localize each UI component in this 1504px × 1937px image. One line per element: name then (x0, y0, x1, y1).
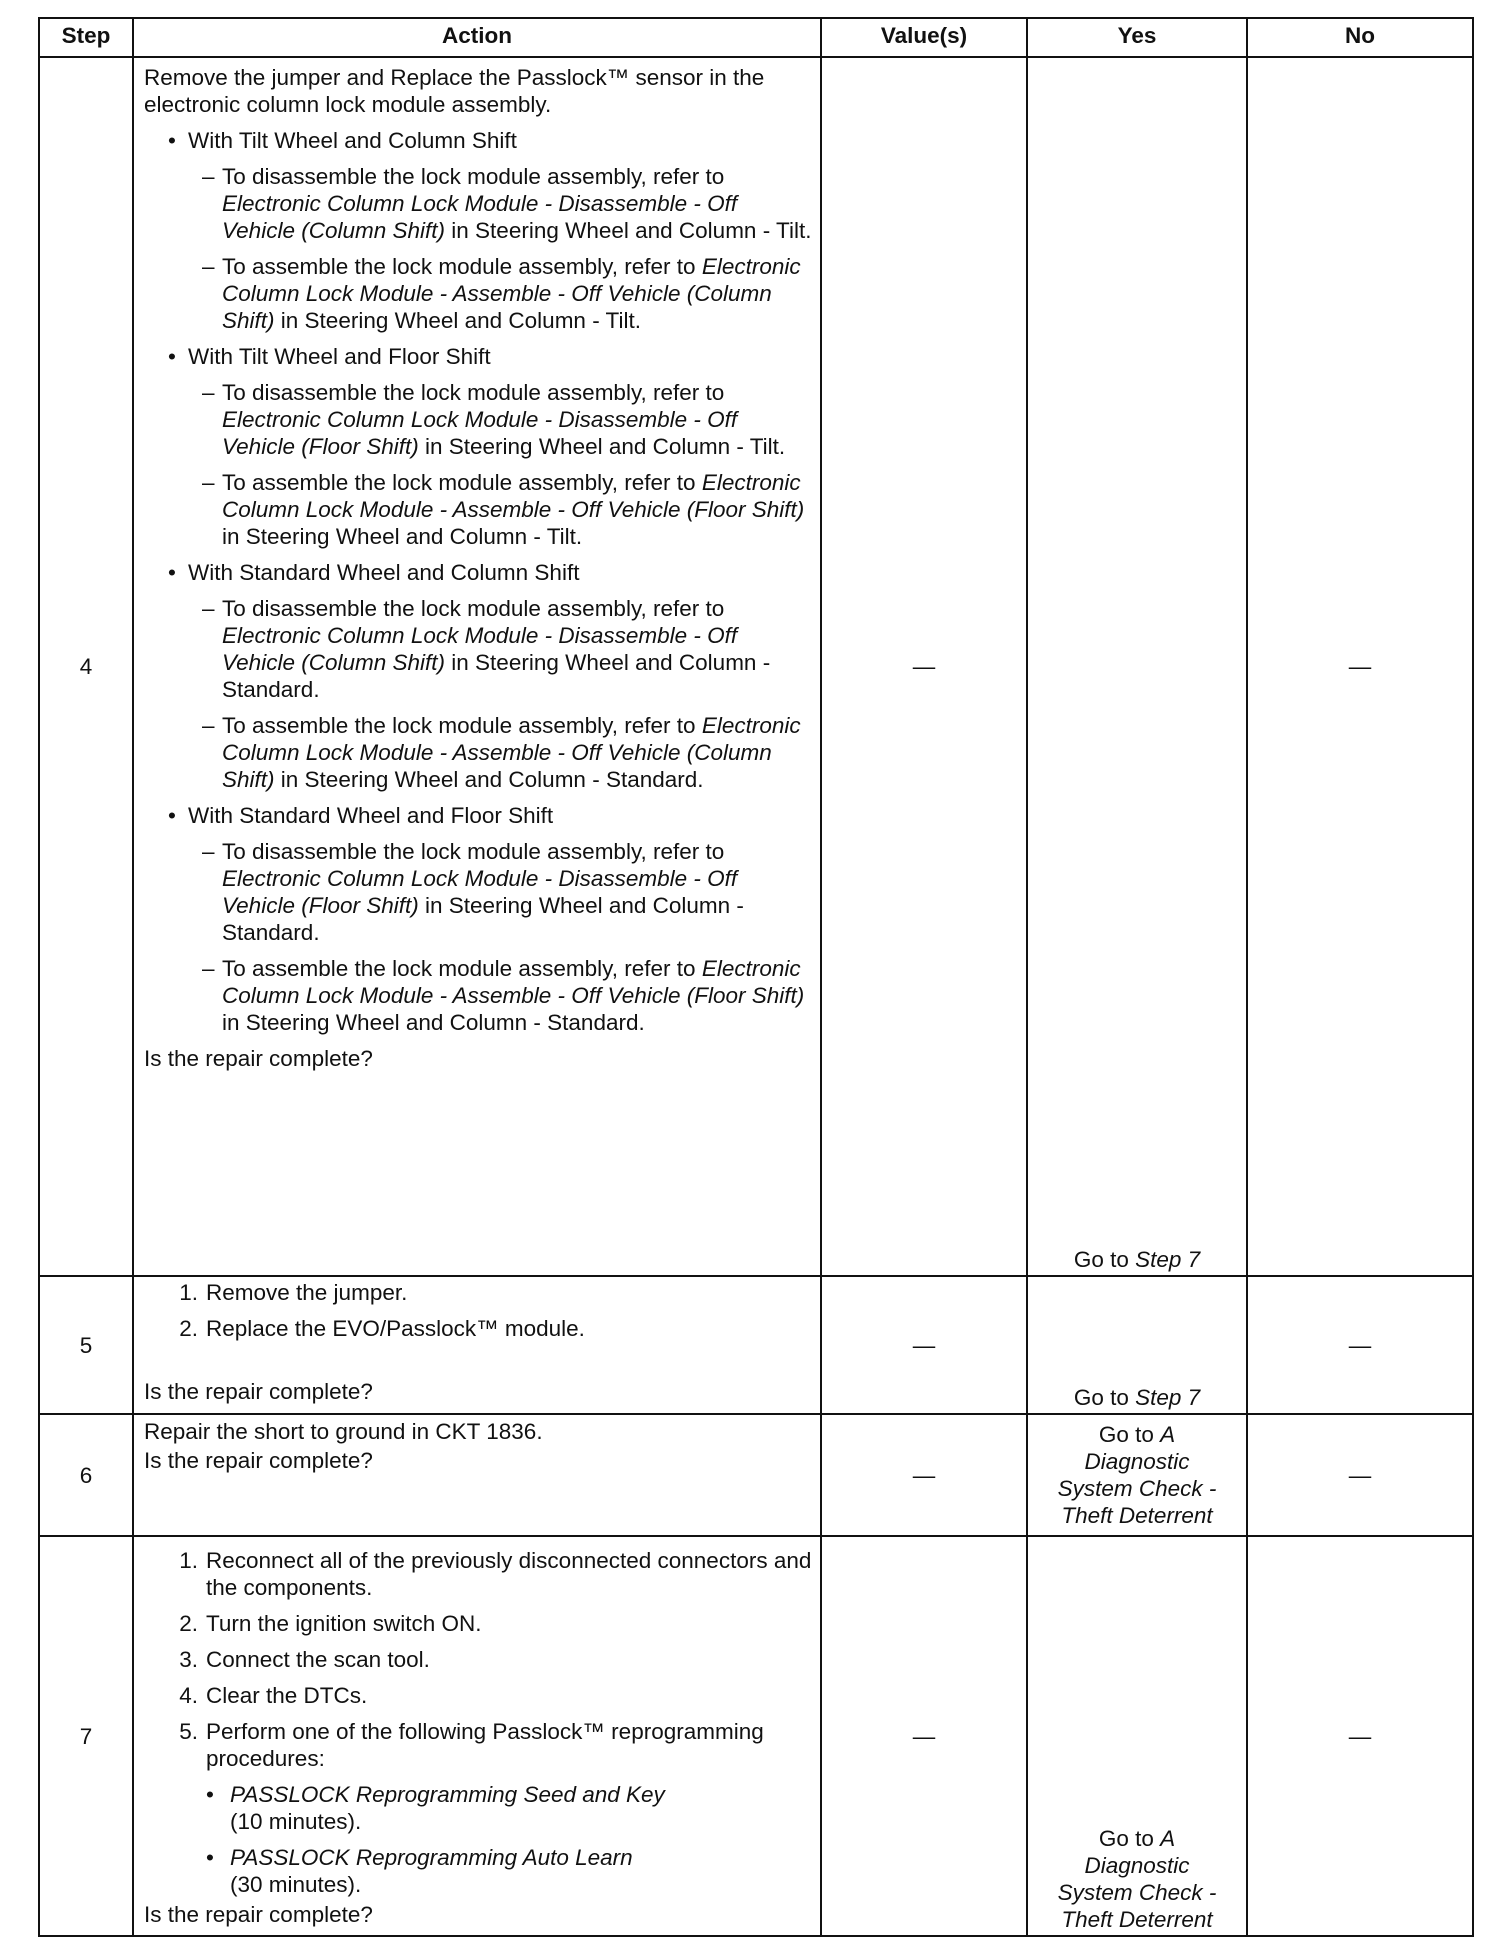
table-row-step-5 (39, 1276, 1473, 1414)
procedure-option: • PASSLOCK Reprogramming Seed and Key (10 minutes). (206, 1781, 812, 1835)
procedure-item: – To assemble the lock module assembly, refer to Electronic Column Lock Module - Assemble - Off Vehicle (Floor Shift) in Steering Wheel and Column - Tilt. (202, 469, 812, 550)
yes-reference: A Diagnostic System Check - Theft Deterrent (1057, 1422, 1217, 1528)
action-cell (133, 1276, 821, 1414)
repair-question: Is the repair complete? (144, 1379, 373, 1404)
numbered-step: 3. Connect the scan tool. (179, 1647, 430, 1672)
numbered-step: 2. Replace the EVO/Passlock™ module. (179, 1316, 585, 1341)
dash-mark: — (1348, 1332, 1372, 1358)
numbered-step: 1. Reconnect all of the previously disconnected connectors and the components. (179, 1548, 812, 1600)
table-row-step-4 (39, 57, 1473, 1276)
values-cell (821, 1536, 1027, 1936)
dash-mark: — (1348, 1462, 1372, 1488)
header-action: Action (133, 18, 821, 57)
values-cell (821, 1414, 1027, 1536)
repair-question: Is the repair complete? (144, 1046, 373, 1071)
action-cell (133, 57, 821, 1276)
step-number: 7 (39, 1536, 133, 1936)
yes-cell: Go to Step 7 (1027, 1276, 1247, 1414)
repair-question: Is the repair complete? (144, 1902, 373, 1927)
diagnostic-table (38, 17, 1474, 1937)
action-cell (133, 1414, 821, 1536)
step-number: 6 (39, 1414, 133, 1536)
step-number: 4 (39, 57, 133, 1276)
yes-cell: Go to A Diagnostic System Check - Theft Deterrent (1027, 1414, 1247, 1536)
yes-reference: Step 7 (1135, 1385, 1201, 1410)
repair-question: Is the repair complete? (144, 1448, 373, 1473)
no-cell (1247, 1536, 1473, 1936)
procedure-item: – To assemble the lock module assembly, refer to Electronic Column Lock Module - Assemble - Off Vehicle (Column Shift) in Steering Wheel and Column - Standard. (202, 712, 812, 793)
action-intro: Remove the jumper and Replace the Passlock™ sensor in the electronic column lock module assembly. (144, 65, 765, 117)
procedure-item: – To assemble the lock module assembly, refer to Electronic Column Lock Module - Assemble - Off Vehicle (Column Shift) in Steering Wheel and Column - Tilt. (202, 253, 812, 334)
action-text: Repair the short to ground in CKT 1836. (144, 1419, 543, 1444)
yes-cell: Go to A Diagnostic System Check - Theft Deterrent (1027, 1536, 1247, 1936)
group-label: • With Standard Wheel and Floor Shift (168, 802, 812, 829)
numbered-step: 4. Clear the DTCs. (179, 1683, 368, 1708)
numbered-step: 5. Perform one of the following Passlock™ reprogramming procedures: (179, 1719, 764, 1771)
values-cell (821, 57, 1027, 1276)
numbered-step: 1. Remove the jumper. (179, 1280, 408, 1305)
action-cell (133, 1536, 821, 1936)
numbered-step: 2. Turn the ignition switch ON. (179, 1611, 482, 1636)
group-label: • With Tilt Wheel and Column Shift (168, 127, 812, 154)
yes-reference: A Diagnostic System Check - Theft Deterrent (1057, 1826, 1217, 1932)
dash-mark: — (1348, 654, 1372, 679)
dash-mark: — (1348, 1723, 1372, 1749)
no-cell (1247, 1276, 1473, 1414)
no-cell (1247, 1414, 1473, 1536)
procedure-item: – To disassemble the lock module assembly, refer to Electronic Column Lock Module - Disassemble - Off Vehicle (Floor Shift) in Steering Wheel and Column - Tilt. (202, 379, 812, 460)
dash-mark: — (912, 1723, 936, 1749)
no-cell (1247, 57, 1473, 1276)
group-label: • With Standard Wheel and Column Shift (168, 559, 812, 586)
dash-mark: — (912, 1462, 936, 1488)
values-cell (821, 1276, 1027, 1414)
dash-mark: — (912, 1332, 936, 1358)
yes-cell: Go to Step 7 (1027, 57, 1247, 1276)
table-row-step-7 (39, 1536, 1473, 1936)
group-label: • With Tilt Wheel and Floor Shift (168, 343, 812, 370)
procedure-item: – To assemble the lock module assembly, refer to Electronic Column Lock Module - Assemble - Off Vehicle (Floor Shift) in Steering Wheel and Column - Standard. (202, 955, 812, 1036)
header-step: Step (39, 18, 133, 57)
procedure-option: • PASSLOCK Reprogramming Auto Learn (30 minutes). (206, 1844, 812, 1898)
header-no: No (1247, 18, 1473, 57)
yes-reference: Step 7 (1135, 1247, 1201, 1272)
procedure-item: – To disassemble the lock module assembly, refer to Electronic Column Lock Module - Disassemble - Off Vehicle (Column Shift) in Steering Wheel and Column - Tilt. (202, 163, 812, 244)
table-row-step-6 (39, 1414, 1473, 1536)
step-number: 5 (39, 1276, 133, 1414)
header-row (39, 18, 1473, 57)
procedure-item: – To disassemble the lock module assembly, refer to Electronic Column Lock Module - Disassemble - Off Vehicle (Floor Shift) in Steering Wheel and Column - Standard. (202, 838, 812, 946)
header-yes: Yes (1027, 18, 1247, 57)
procedure-item: – To disassemble the lock module assembly, refer to Electronic Column Lock Module - Disassemble - Off Vehicle (Column Shift) in Steering Wheel and Column - Standard. (202, 595, 812, 703)
dash-mark: — (912, 654, 936, 679)
header-values: Value(s) (821, 18, 1027, 57)
